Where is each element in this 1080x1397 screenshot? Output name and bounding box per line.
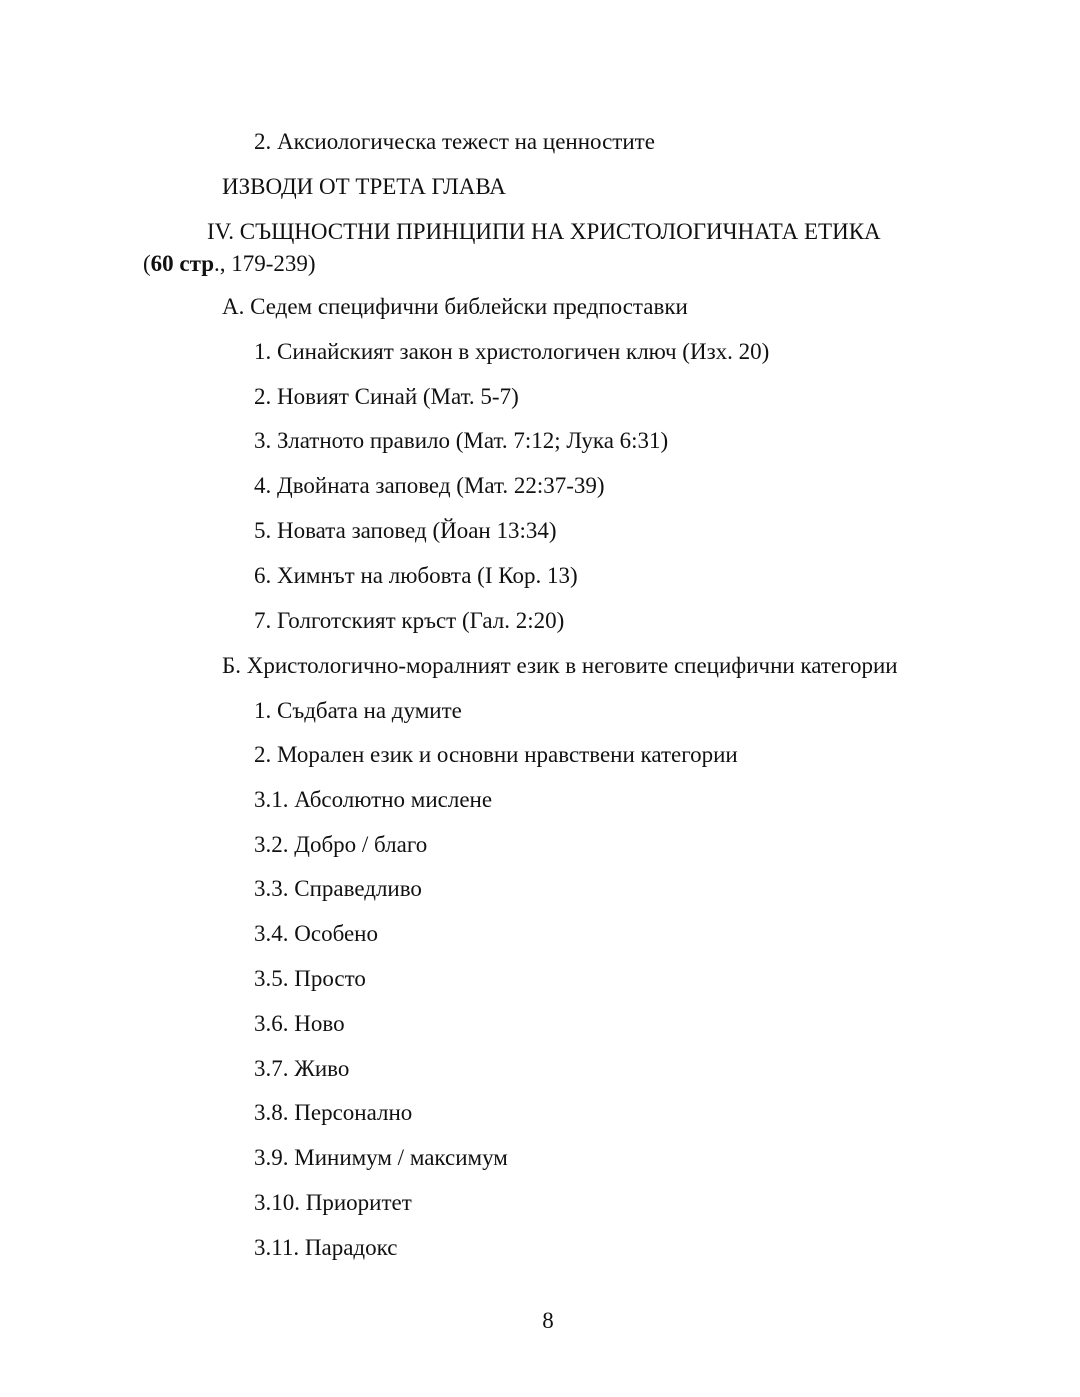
toc-entry-double-commandment: 4. Двойната заповед (Мат. 22:37-39) bbox=[254, 473, 605, 498]
pages-range: ., 179-239) bbox=[214, 251, 316, 276]
toc-entry-hymn-of-love: 6. Химнът на любовта (I Кор. 13) bbox=[254, 563, 578, 588]
toc-section-b: Б. Христологично-моралният език в неговите специфични категории bbox=[222, 653, 898, 678]
toc-entry-3-5: 3.5. Просто bbox=[254, 966, 366, 991]
toc-entry-3-1: 3.1. Абсолютно мислене bbox=[254, 787, 493, 812]
page-number: 8 bbox=[542, 1308, 554, 1333]
pages-open-paren: ( bbox=[143, 251, 151, 276]
toc-entry-3-3: 3.3. Справедливо bbox=[254, 876, 422, 901]
toc-entry-moral-language: 2. Морален език и основни нравствени категории bbox=[254, 742, 738, 767]
toc-chapter-four-pages bbox=[143, 250, 316, 278]
toc-entry-new-commandment: 5. Новата заповед (Йоан 13:34) bbox=[254, 518, 557, 543]
toc-entry-golgotha-cross: 7. Голготският кръст (Гал. 2:20) bbox=[254, 608, 565, 633]
toc-entry-3-8: 3.8. Персонално bbox=[254, 1100, 413, 1125]
toc-entry-3-2: 3.2. Добро / благо bbox=[254, 832, 428, 857]
toc-entry-3-10: 3.10. Приоритет bbox=[254, 1190, 412, 1215]
toc-entry-sinai-law: 1. Синайският закон в христологичен ключ (Изх. 20) bbox=[254, 339, 770, 364]
toc-entry-fate-of-words: 1. Съдбата на думите bbox=[254, 698, 462, 723]
toc-entry-3-7: 3.7. Живо bbox=[254, 1056, 350, 1081]
toc-entry-3-11: 3.11. Парадокс bbox=[254, 1235, 398, 1260]
pages-count: 60 стр bbox=[150, 251, 215, 276]
toc-entry-3-6: 3.6. Ново bbox=[254, 1011, 345, 1036]
toc-entry-3-9: 3.9. Минимум / максимум bbox=[254, 1145, 508, 1170]
toc-entry-axiological-weight: 2. Аксиологическа тежест на ценностите bbox=[254, 129, 655, 154]
toc-entry-conclusions-chapter-three: ИЗВОДИ ОТ ТРЕТА ГЛАВА bbox=[222, 174, 506, 199]
toc-entry-new-sinai: 2. Новият Синай (Мат. 5-7) bbox=[254, 384, 519, 409]
toc-chapter-four-heading: IV. СЪЩНОСТНИ ПРИНЦИПИ НА ХРИСТОЛОГИЧНАТА ЕТИКА bbox=[207, 219, 881, 244]
toc-section-a: А. Седем специфични библейски предпоставки bbox=[222, 294, 688, 319]
toc-entry-golden-rule: 3. Златното правило (Мат. 7:12; Лука 6:31) bbox=[254, 428, 669, 453]
toc-entry-3-4: 3.4. Особено bbox=[254, 921, 378, 946]
